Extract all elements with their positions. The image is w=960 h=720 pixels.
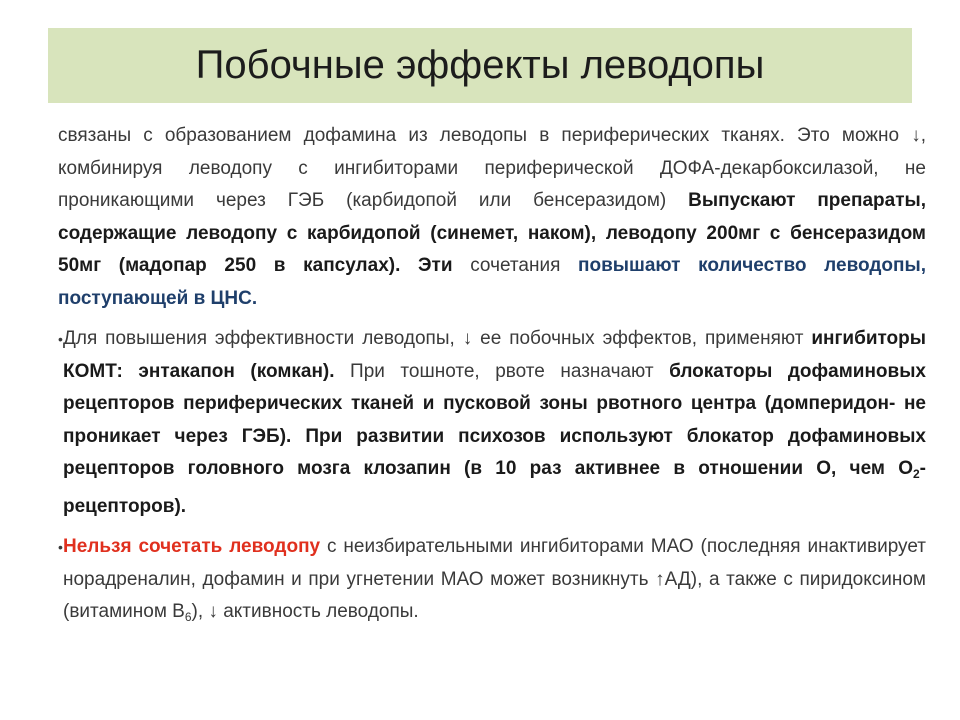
title-banner	[48, 28, 912, 103]
text-span: сочетания	[452, 255, 579, 276]
subscript: 6	[184, 610, 192, 624]
page-title: Побочные эффекты леводопы	[195, 43, 765, 87]
bold-text: -рецепторов).	[63, 458, 926, 517]
bold-text: Выпускают препараты, содержащие леводопу с карбидопой (синемет, наком), леводопу 200мг с бенсеразидом 50мг (мадопар 250 в капсулах). Эти	[58, 190, 927, 276]
text-span: с неизбирательными ингибиторами МАО (последняя инактивирует норадреналин, дофамин и при угнетении МАО может возникнуть ↑АД), а также с пиридоксином (витамином В	[63, 536, 926, 622]
slide-body	[58, 120, 926, 634]
bullet-contraindications	[58, 531, 926, 634]
bold-text: ингибиторы КОМТ: энтакапон (комкан).	[63, 328, 926, 382]
text-span: связаны с образованием дофамина из леводопы в периферических тканях. Это можно ↓, комбинируя леводопу с ингибиторами периферической ДОФА-декарбоксилазой, не проникающими через ГЭБ (карбидопой или бенсеразидом)	[58, 125, 926, 211]
bold-text: блокаторы дофаминовых рецепторов периферических тканей и пусковой зоны рвотного центра (домперидон- не проникает через ГЭБ). При развитии психозов используют блокатор дофаминовых рецепторов головного мозга клозапин (в 10 раз активнее в отношении О, чем О	[63, 360, 926, 479]
highlight-text: повышают количество леводопы, поступающей в ЦНС.	[58, 255, 926, 309]
bullet-comt-inhibitors	[58, 323, 926, 523]
text-span: При тошноте, рвоте назначают	[334, 360, 670, 382]
subscript: 2	[912, 467, 920, 481]
warning-text: Нельзя сочетать леводопу	[63, 536, 321, 557]
paragraph-side-effects	[58, 120, 926, 315]
text-span: ), ↓ активность леводопы.	[191, 601, 419, 622]
text-span: Для повышения эффективности леводопы, ↓ ее побочных эффектов, применяют	[63, 328, 812, 349]
